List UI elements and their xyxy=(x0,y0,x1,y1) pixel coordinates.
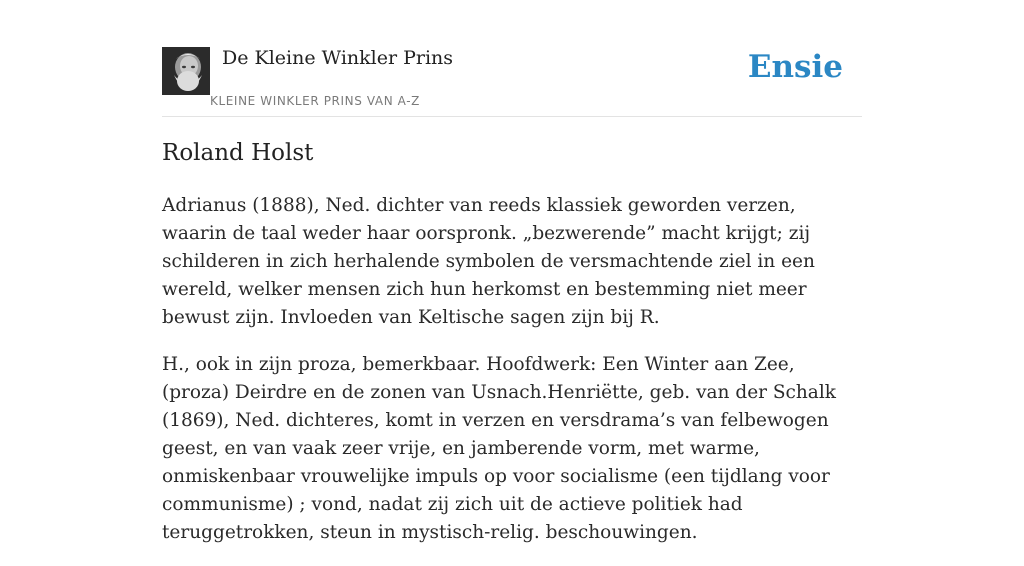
article-paragraph-1: Adrianus (1888), Ned. dichter van reeds klassiek geworden verzen, waarin de taal weder haar oorspronk. „bezwerende” macht krijgt; zij schilderen in zich herhalende symbolen de versmachtende ziel in een wereld, welker mensen zich hun herkomst en bestemming niet meer bewust zijn. Invloeden van Keltische sagen zijn bij R. xyxy=(162,195,815,328)
publication-title[interactable]: De Kleine Winkler Prins xyxy=(222,47,454,69)
avatar[interactable] xyxy=(162,47,210,95)
article-title: Roland Holst xyxy=(162,140,314,166)
article-paragraph-2: H., ook in zijn proza, bemerkbaar. Hoofdwerk: Een Winter aan Zee, (proza) Deirdre en de zonen van Usnach.Henriëtte, geb. van der Schalk (1869), Ned. dichteres, komt in verzen en versdrama’s van felbewogen geest, en van vaak zeer vrije, en jamberende vorm, met warme, onmiskenbaar vrouwelijke impuls op voor socialisme (een tijdlang voor communisme) ; vond, nadat zij zich uit de actieve politiek had teruggetrokken, steun in mystisch-relig. beschouwingen. xyxy=(162,354,836,543)
bearded-man-portrait-icon xyxy=(162,47,210,95)
article-body xyxy=(162,192,862,566)
site-header xyxy=(162,45,862,117)
brand-logo[interactable]: Ensie xyxy=(747,49,843,85)
publication-subtitle[interactable]: KLEINE WINKLER PRINS VAN A-Z xyxy=(210,94,420,108)
